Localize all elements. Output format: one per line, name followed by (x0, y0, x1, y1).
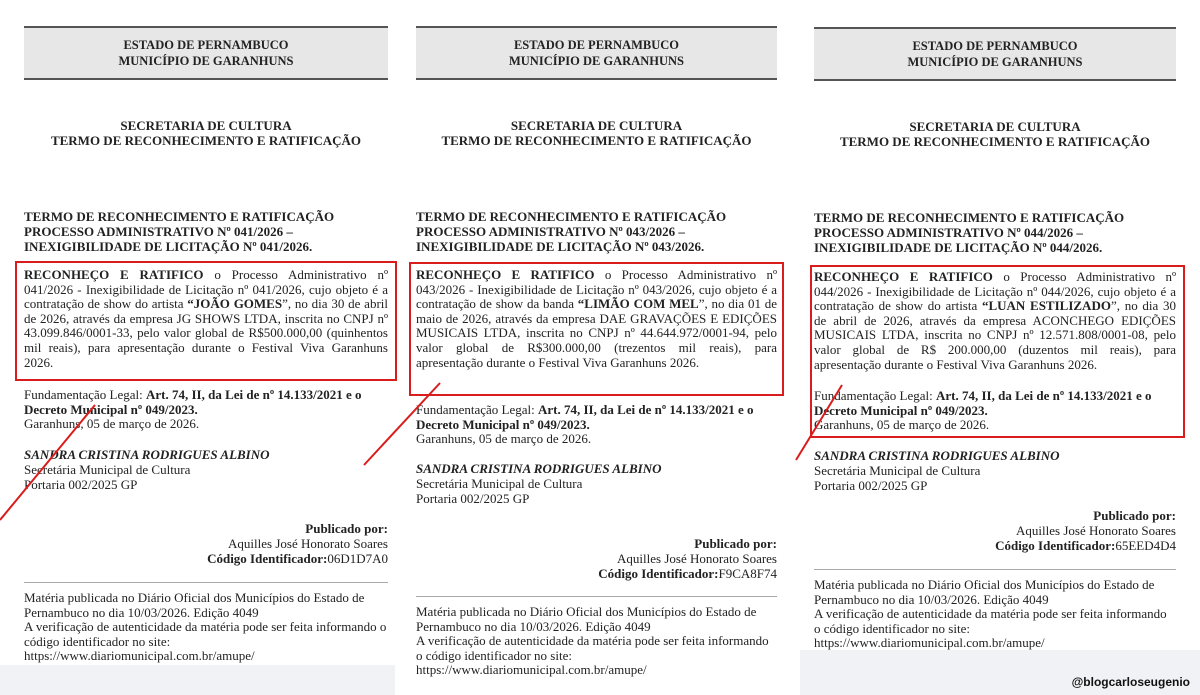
header-city: MUNICÍPIO DE GARANHUNS (118, 54, 294, 68)
footer-url: https://www.diariomunicipal.com.br/amupe/ (416, 662, 647, 678)
code-value: 06D1D7A0 (327, 551, 388, 566)
ratification-text: RECONHEÇO E RATIFICO o Processo Administrativo nº 043/2026 - Inexigibilidade de Licitação nº 043/2026, cujo objeto é a contratação de show da banda “LIMÃO COM MEL”, no dia 01 de maio de 2026, através da empresa DAE GRAVAÇÕES E EDIÇÕES MUSICAIS LTDA, inscrita no CNPJ nº 44.644.972/0001-94, pelo valor global de R$300.000,00 (trezentos mil reais), para apresentação durante o Festival Viva Garanhuns 2026. (416, 267, 777, 370)
signer-role: Secretária Municipal de Cultura (814, 463, 981, 478)
watermark: @blogcarloseugenio (1071, 675, 1190, 689)
place-date: Garanhuns, 05 de março de 2026. (416, 431, 592, 447)
published-name: Aquilles José Honorato Soares (1016, 523, 1176, 538)
annotation-arrow-1 (0, 405, 95, 520)
secretaria-heading: SECRETARIA DE CULTURA TERMO DE RECONHECIMENTO E RATIFICAÇÃO (50, 118, 362, 148)
published-name: Aquilles José Honorato Soares (228, 536, 388, 551)
code-label: Código Identificador: (598, 566, 719, 581)
header-state: ESTADO DE PERNAMBUCO (513, 38, 680, 52)
document-title: TERMO DE RECONHECIMENTO E RATIFICAÇÃO PROCESSO ADMINISTRATIVO Nº 044/2026 – INEXIGIBILIDADE DE LICITAÇÃO Nº 044/2026. (814, 210, 1125, 255)
publication-footer: Matéria publicada no Diário Oficial dos Municípios do Estado de Pernambuco no dia 10/03/2026. Edição 4049 A verificação de autenticidade da matéria pode ser feita informando o código identificador no site: https://www.diariomunicipal.com.br/amupe/ (24, 582, 388, 664)
annotation-arrow-3 (796, 385, 842, 460)
legal-basis: Fundamentação Legal: Art. 74, II, da Lei de nº 14.133/2021 e o Decreto Municipal nº 049/2023. Garanhuns, 05 de março de 2026. (814, 389, 1176, 433)
code-label: Código Identificador: (995, 538, 1116, 553)
signer-name: SANDRA CRISTINA RODRIGUES ALBINO (24, 447, 270, 462)
document-title: TERMO DE RECONHECIMENTO E RATIFICAÇÃO PROCESSO ADMINISTRATIVO Nº 041/2026 – INEXIGIBILIDADE DE LICITAÇÃO Nº 041/2026. (24, 209, 335, 254)
document-title: TERMO DE RECONHECIMENTO E RATIFICAÇÃO PROCESSO ADMINISTRATIVO Nº 043/2026 – INEXIGIBILIDADE DE LICITAÇÃO Nº 043/2026. (416, 209, 727, 254)
code-value: F9CA8F74 (718, 566, 777, 581)
publication-footer: Matéria publicada no Diário Oficial dos Municípios do Estado de Pernambuco no dia 10/03/2026. Edição 4049 A verificação de autenticidade da matéria pode ser feita informando o código identificador no site: https://www.diariomunicipal.com.br/amupe/ (416, 596, 777, 678)
signer-portaria: Portaria 002/2025 GP (814, 478, 928, 493)
published-label: Publicado por: (1093, 508, 1176, 523)
signer-role: Secretária Municipal de Cultura (416, 476, 583, 491)
header-state: ESTADO DE PERNAMBUCO (912, 39, 1078, 53)
header-city: MUNICÍPIO DE GARANHUNS (907, 55, 1083, 69)
legal-basis: Fundamentação Legal: Art. 74, II, da Lei de nº 14.133/2021 e o Decreto Municipal nº 049/2023. Garanhuns, 05 de março de 2026. (24, 388, 388, 432)
footer-url: https://www.diariomunicipal.com.br/amupe/ (24, 648, 255, 664)
published-label: Publicado por: (305, 521, 388, 536)
code-value: 65EED4D4 (1115, 538, 1176, 553)
signer-name: SANDRA CRISTINA RODRIGUES ALBINO (416, 461, 662, 476)
secretaria-heading: SECRETARIA DE CULTURA TERMO DE RECONHECIMENTO E RATIFICAÇÃO (441, 118, 752, 148)
ratification-text: RECONHEÇO E RATIFICO o Processo Administrativo nº 041/2026 - Inexigibilidade de Licitação nº 041/2026, cujo objeto é a contratação de show do artista “JOÃO GOMES”, no dia 30 de abril de 2026, através da empresa JG SHOWS LTDA, inscrita no CNPJ nº 43.099.846/0001-33, pelo valor global de R$500.000,00 (quinhentos mil reais), para apresentação durante o Festival Viva Garanhuns 2026. (24, 267, 388, 370)
ratification-text: RECONHEÇO E RATIFICO o Processo Administrativo nº 044/2026 - Inexigibilidade de Licitação nº 044/2026, cujo objeto é a contratação de show do artista “LUAN ESTILIZADO”, no dia 30 de abril de 2026, através da empresa ACONCHEGO EDIÇÕES MUSICAIS LTDA, inscrita no CNPJ nº 12.571.808/0001-08, pelo valor global de R$ 200.000,00 (duzentos mil reais), para apresentação durante o Festival Viva Garanhuns 2026. (814, 269, 1177, 372)
place-date: Garanhuns, 05 de março de 2026. (814, 417, 990, 433)
annotation-arrow-2 (364, 383, 440, 465)
place-date: Garanhuns, 05 de março de 2026. (24, 416, 200, 432)
publication-footer: Matéria publicada no Diário Oficial dos Municípios do Estado de Pernambuco no dia 10/03/2026. Edição 4049 A verificação de autenticidade da matéria pode ser feita informando o código identificador no site: https://www.diariomunicipal.com.br/amupe/ (814, 569, 1176, 651)
header-state: ESTADO DE PERNAMBUCO (123, 38, 289, 52)
footer-url: https://www.diariomunicipal.com.br/amupe/ (814, 635, 1045, 651)
signer-role: Secretária Municipal de Cultura (24, 462, 191, 477)
signer-name: SANDRA CRISTINA RODRIGUES ALBINO (814, 448, 1060, 463)
published-name: Aquilles José Honorato Soares (617, 551, 777, 566)
signer-portaria: Portaria 002/2025 GP (24, 477, 138, 492)
secretaria-heading: SECRETARIA DE CULTURA TERMO DE RECONHECIMENTO E RATIFICAÇÃO (839, 119, 1151, 149)
legal-basis: Fundamentação Legal: Art. 74, II, da Lei de nº 14.133/2021 e o Decreto Municipal nº 049/2023. Garanhuns, 05 de março de 2026. (416, 403, 777, 447)
published-label: Publicado por: (694, 536, 777, 551)
signer-portaria: Portaria 002/2025 GP (416, 491, 530, 506)
code-label: Código Identificador: (207, 551, 328, 566)
header-city: MUNICÍPIO DE GARANHUNS (508, 54, 684, 68)
